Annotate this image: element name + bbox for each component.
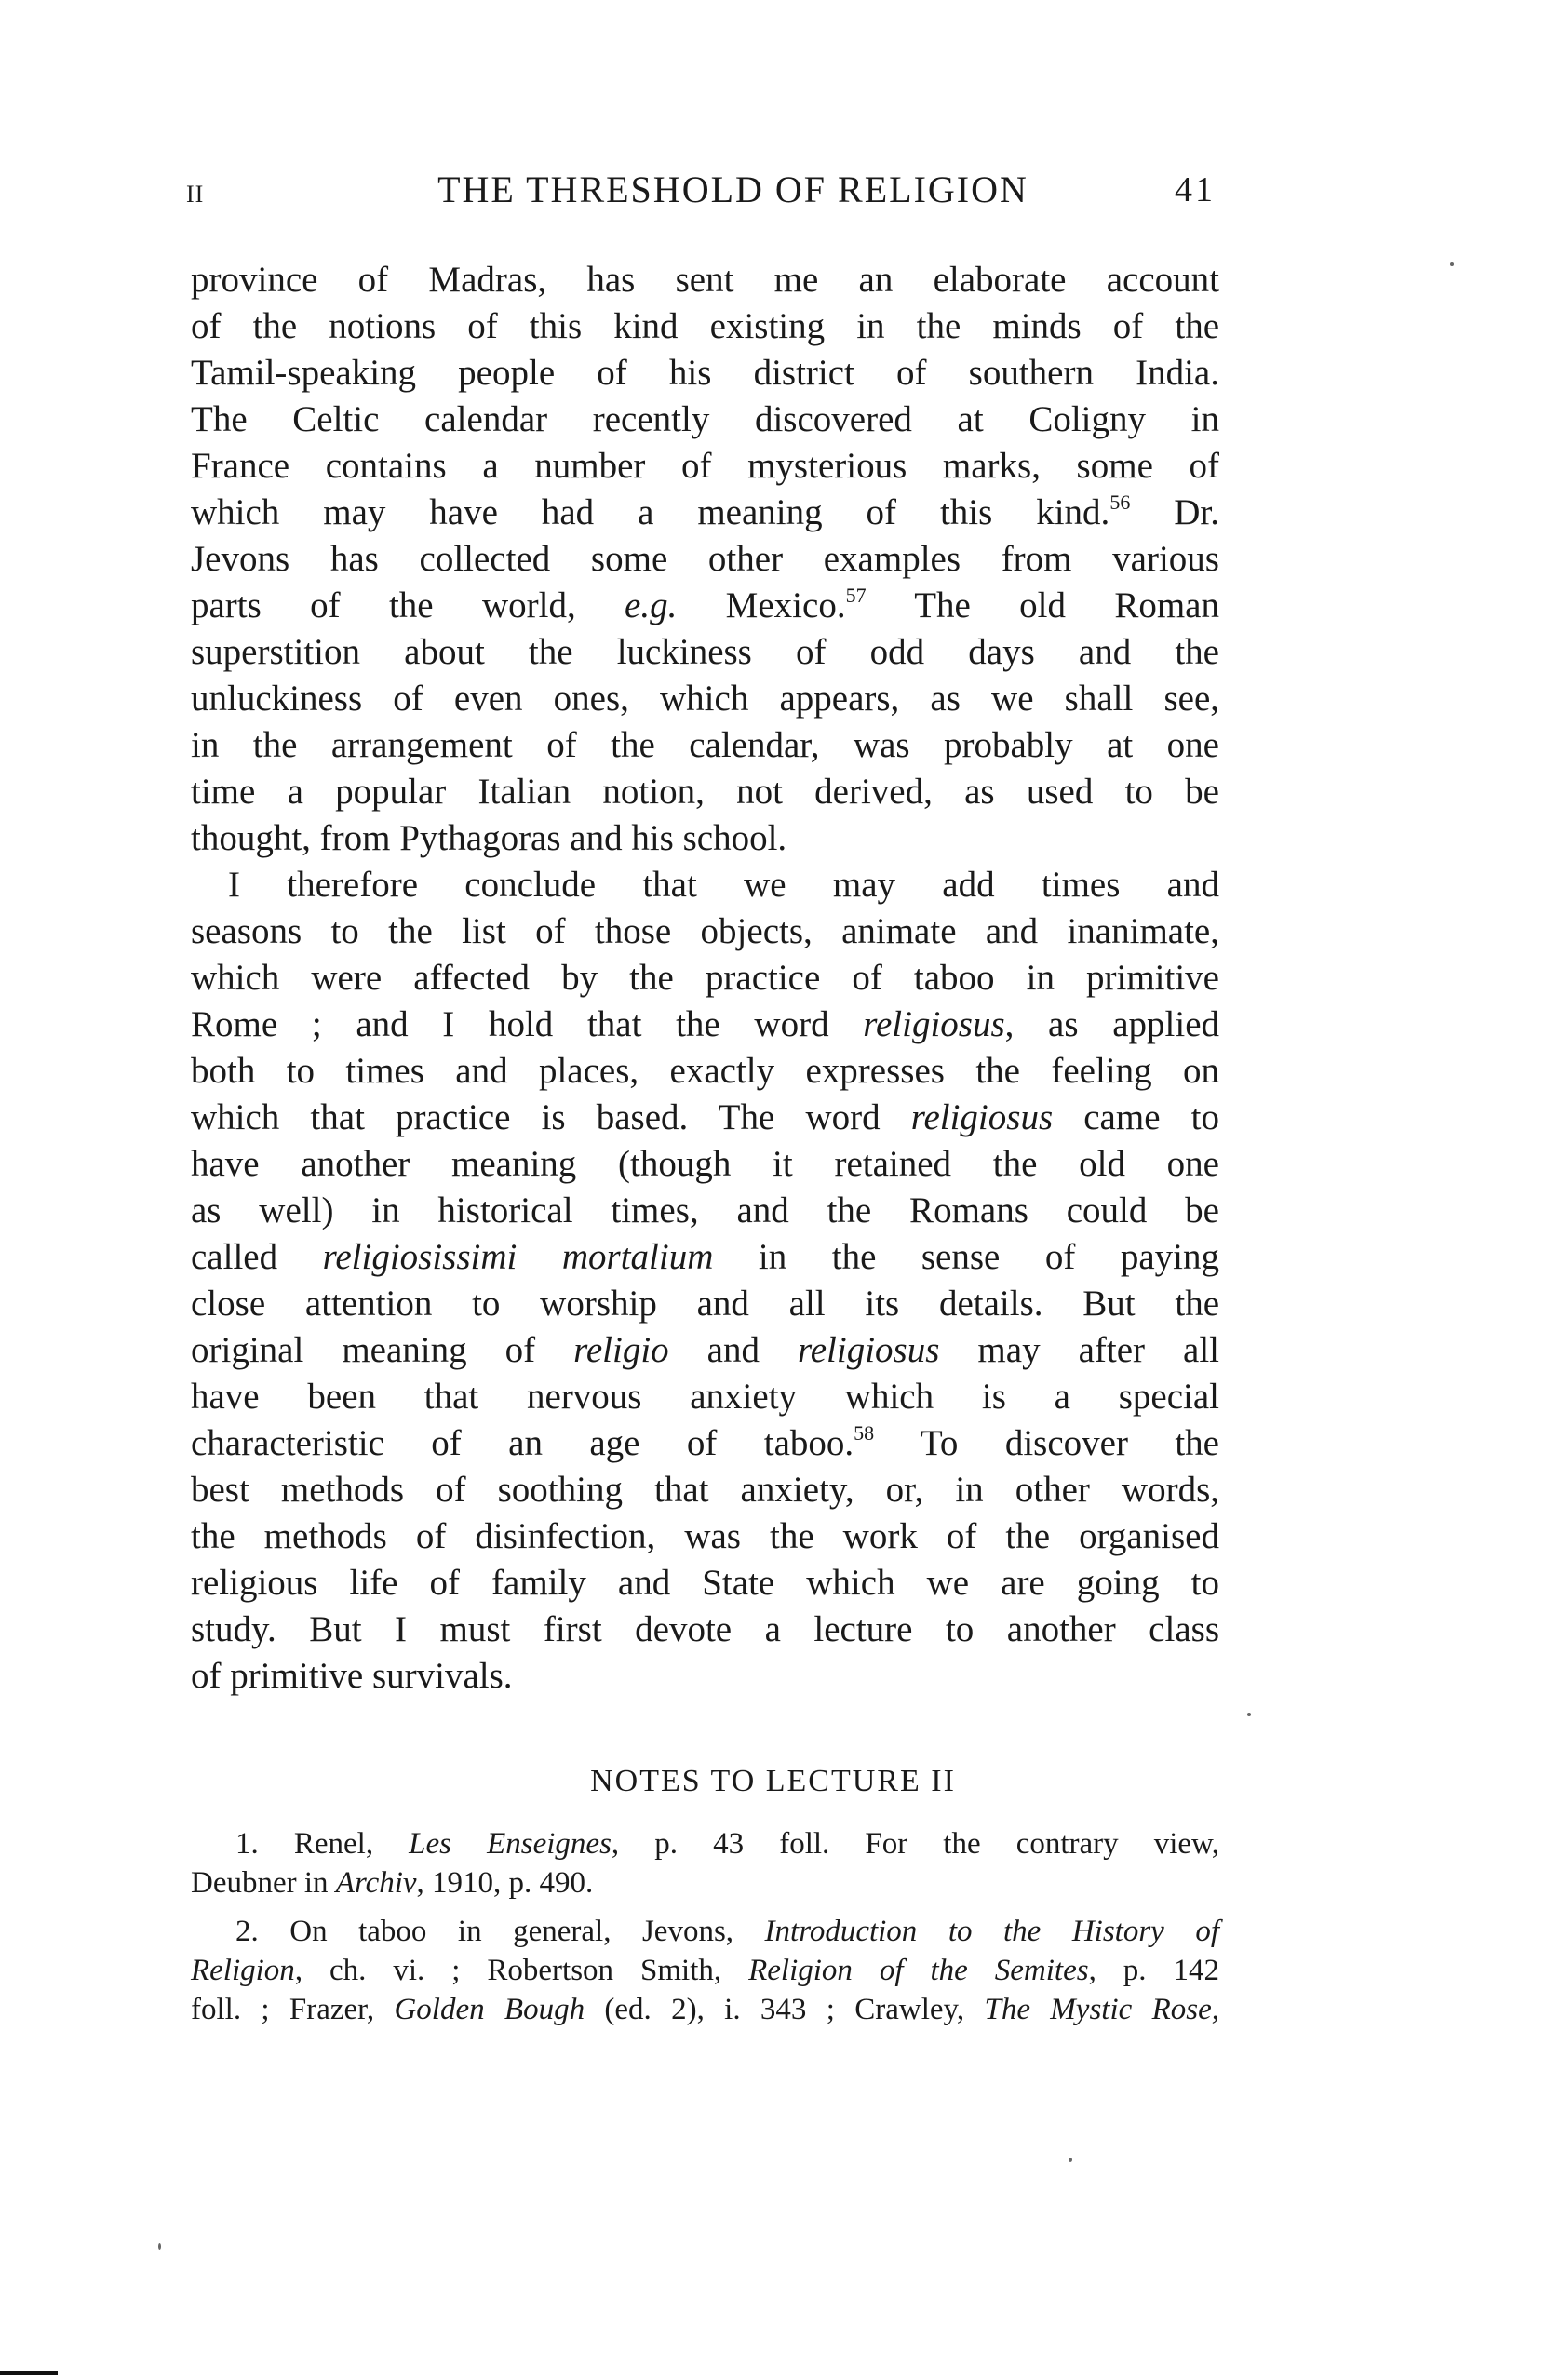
text-line (191, 629, 1219, 676)
italic-text: religio (573, 1330, 669, 1370)
text-line (191, 443, 1219, 490)
text-segment: , 1910, p. 490. (416, 1866, 594, 1900)
italic-text: The Mystic Rose, (984, 1993, 1219, 2026)
footnote-ref: 56 (1109, 491, 1131, 514)
text-segment: in the arrangement of the calendar, was probably at one (191, 725, 1219, 765)
text-segment: The Celtic calendar recently discovered at Coligny in (191, 399, 1219, 439)
text-line (191, 955, 1219, 1002)
text-segment: Deubner in (191, 1866, 336, 1900)
text-line (191, 1653, 1219, 1700)
text-line (191, 1095, 1219, 1141)
text-segment: study. But I must first devote a lecture to another class (191, 1609, 1219, 1649)
scan-edge-mark (0, 2371, 58, 2375)
text-segment: Tamil-speaking people of his district of southern India. (191, 353, 1219, 393)
footnotes (191, 1824, 1219, 2029)
text-line (191, 1234, 1219, 1281)
text-segment: The old Roman (866, 585, 1219, 625)
text-line (191, 908, 1219, 955)
text-line (191, 676, 1219, 722)
text-segment: , p. 142 (1088, 1954, 1220, 1987)
italic-text: Golden Bough (394, 1993, 585, 2026)
text-segment: , p. 43 foll. For the contrary view, (611, 1827, 1219, 1861)
text-segment: called (191, 1237, 323, 1277)
text-segment: thought, from Pythagoras and his school. (191, 818, 787, 858)
text-segment: of the notions of this kind existing in the minds of the (191, 306, 1219, 346)
text-line (191, 1141, 1219, 1188)
text-line (191, 1607, 1219, 1653)
footnote-line (191, 1951, 1219, 1990)
footnote-line (191, 1824, 1219, 1863)
text-segment: and (668, 1330, 799, 1370)
text-segment: Jevons has collected some other examples from various (191, 539, 1219, 579)
text-segment: unluckiness of even ones, which appears, as we shall see, (191, 679, 1219, 719)
scan-speck (1069, 2158, 1072, 2162)
italic-text: Religion of the Semites (748, 1954, 1089, 1987)
text-segment: which that practice is based. The word (191, 1097, 911, 1137)
text-line (191, 397, 1219, 443)
text-line (191, 490, 1219, 536)
text-segment: time a popular Italian notion, not derived, as used to be (191, 772, 1219, 812)
text-segment: may after all (939, 1330, 1220, 1370)
text-line (191, 1467, 1219, 1513)
text-segment: came to (1053, 1097, 1219, 1137)
text-segment: characteristic of an age of taboo. (191, 1423, 854, 1463)
text-segment: best methods of soothing that anxiety, or, in other words, (191, 1470, 1219, 1510)
text-segment: both to times and places, exactly expresses the feeling on (191, 1051, 1219, 1091)
text-segment: I therefore conclude that we may add times and (228, 865, 1219, 905)
italic-text: religiosissimi mortalium (322, 1237, 714, 1277)
footnote-line (191, 1912, 1219, 1951)
text-segment: the methods of disinfection, was the work of the organised (191, 1516, 1219, 1556)
text-line (191, 1048, 1219, 1095)
text-segment: original meaning of (191, 1330, 574, 1370)
footnote-ref: 58 (854, 1421, 875, 1445)
text-line (191, 1374, 1219, 1420)
text-line (191, 769, 1219, 815)
running-header (0, 168, 1546, 223)
text-segment: France contains a number of mysterious marks, some of (191, 446, 1219, 486)
scan-speck (1247, 1713, 1251, 1716)
section-number: II (186, 181, 205, 208)
text-line (191, 257, 1219, 303)
text-segment: Dr. (1130, 492, 1219, 532)
text-segment: foll. ; Frazer, (191, 1993, 395, 2026)
text-segment: Rome ; and I hold that the word (191, 1004, 864, 1044)
text-segment: which were affected by the practice of taboo in primitive (191, 958, 1219, 998)
text-line (191, 303, 1219, 350)
italic-text: religiosus (910, 1097, 1054, 1137)
text-segment: superstition about the luckiness of odd days and the (191, 632, 1219, 672)
text-segment: 2. On taboo in general, Jevons, (235, 1915, 765, 1948)
text-line (191, 1002, 1219, 1048)
page-number: 41 (1175, 170, 1216, 209)
text-segment: To discover the (874, 1423, 1219, 1463)
running-title: THE THRESHOLD OF RELIGION (437, 168, 1028, 210)
text-segment: 1. Renel, (235, 1827, 410, 1861)
text-line (191, 1327, 1219, 1374)
footnote-ref: 57 (845, 584, 867, 607)
text-line (191, 1560, 1219, 1607)
notes-heading: NOTES TO LECTURE II (590, 1764, 956, 1798)
text-segment: have been that nervous anxiety which is a special (191, 1377, 1219, 1417)
text-line (191, 1188, 1219, 1234)
text-line (191, 583, 1219, 629)
text-segment: as well) in historical times, and the Romans could be (191, 1190, 1219, 1230)
italic-text: e.g. (625, 585, 678, 625)
text-line (191, 1513, 1219, 1560)
text-segment: close attention to worship and all its details. But the (191, 1284, 1219, 1324)
body-text (191, 257, 1219, 1700)
text-line (191, 815, 1219, 862)
text-segment: Mexico. (677, 585, 846, 625)
text-segment: seasons to the list of those objects, animate and inanimate, (191, 911, 1219, 951)
italic-text: Les Enseignes (409, 1827, 612, 1861)
scan-speck (1450, 262, 1454, 266)
text-segment: province of Madras, has sent me an elaborate account (191, 260, 1219, 300)
text-line (191, 722, 1219, 769)
text-segment: , as applied (1004, 1004, 1220, 1044)
text-line (191, 1281, 1219, 1327)
text-segment: in the sense of paying (713, 1237, 1220, 1277)
text-line (191, 350, 1219, 397)
text-line (191, 862, 1219, 908)
italic-text: Archiv (335, 1866, 417, 1900)
footnote-line (191, 1990, 1219, 2029)
footnote-line (191, 1863, 1219, 1903)
text-segment: (ed. 2), i. 343 ; Crawley, (585, 1993, 985, 2026)
text-segment: which may have had a meaning of this kind. (191, 492, 1110, 532)
text-segment: have another meaning (though it retained the old one (191, 1144, 1219, 1184)
scan-speck (158, 2243, 161, 2250)
text-segment: of primitive survivals. (191, 1656, 513, 1696)
italic-text: religiosus (798, 1330, 940, 1370)
text-segment: parts of the world, (191, 585, 625, 625)
italic-text: religiosus (863, 1004, 1005, 1044)
italic-text: Religion (191, 1954, 295, 1987)
text-segment: religious life of family and State which we are going to (191, 1563, 1219, 1603)
text-line (191, 536, 1219, 583)
text-segment: , ch. vi. ; Robertson Smith, (294, 1954, 749, 1987)
text-line (191, 1420, 1219, 1467)
italic-text: Introduction to the History of (764, 1915, 1219, 1948)
